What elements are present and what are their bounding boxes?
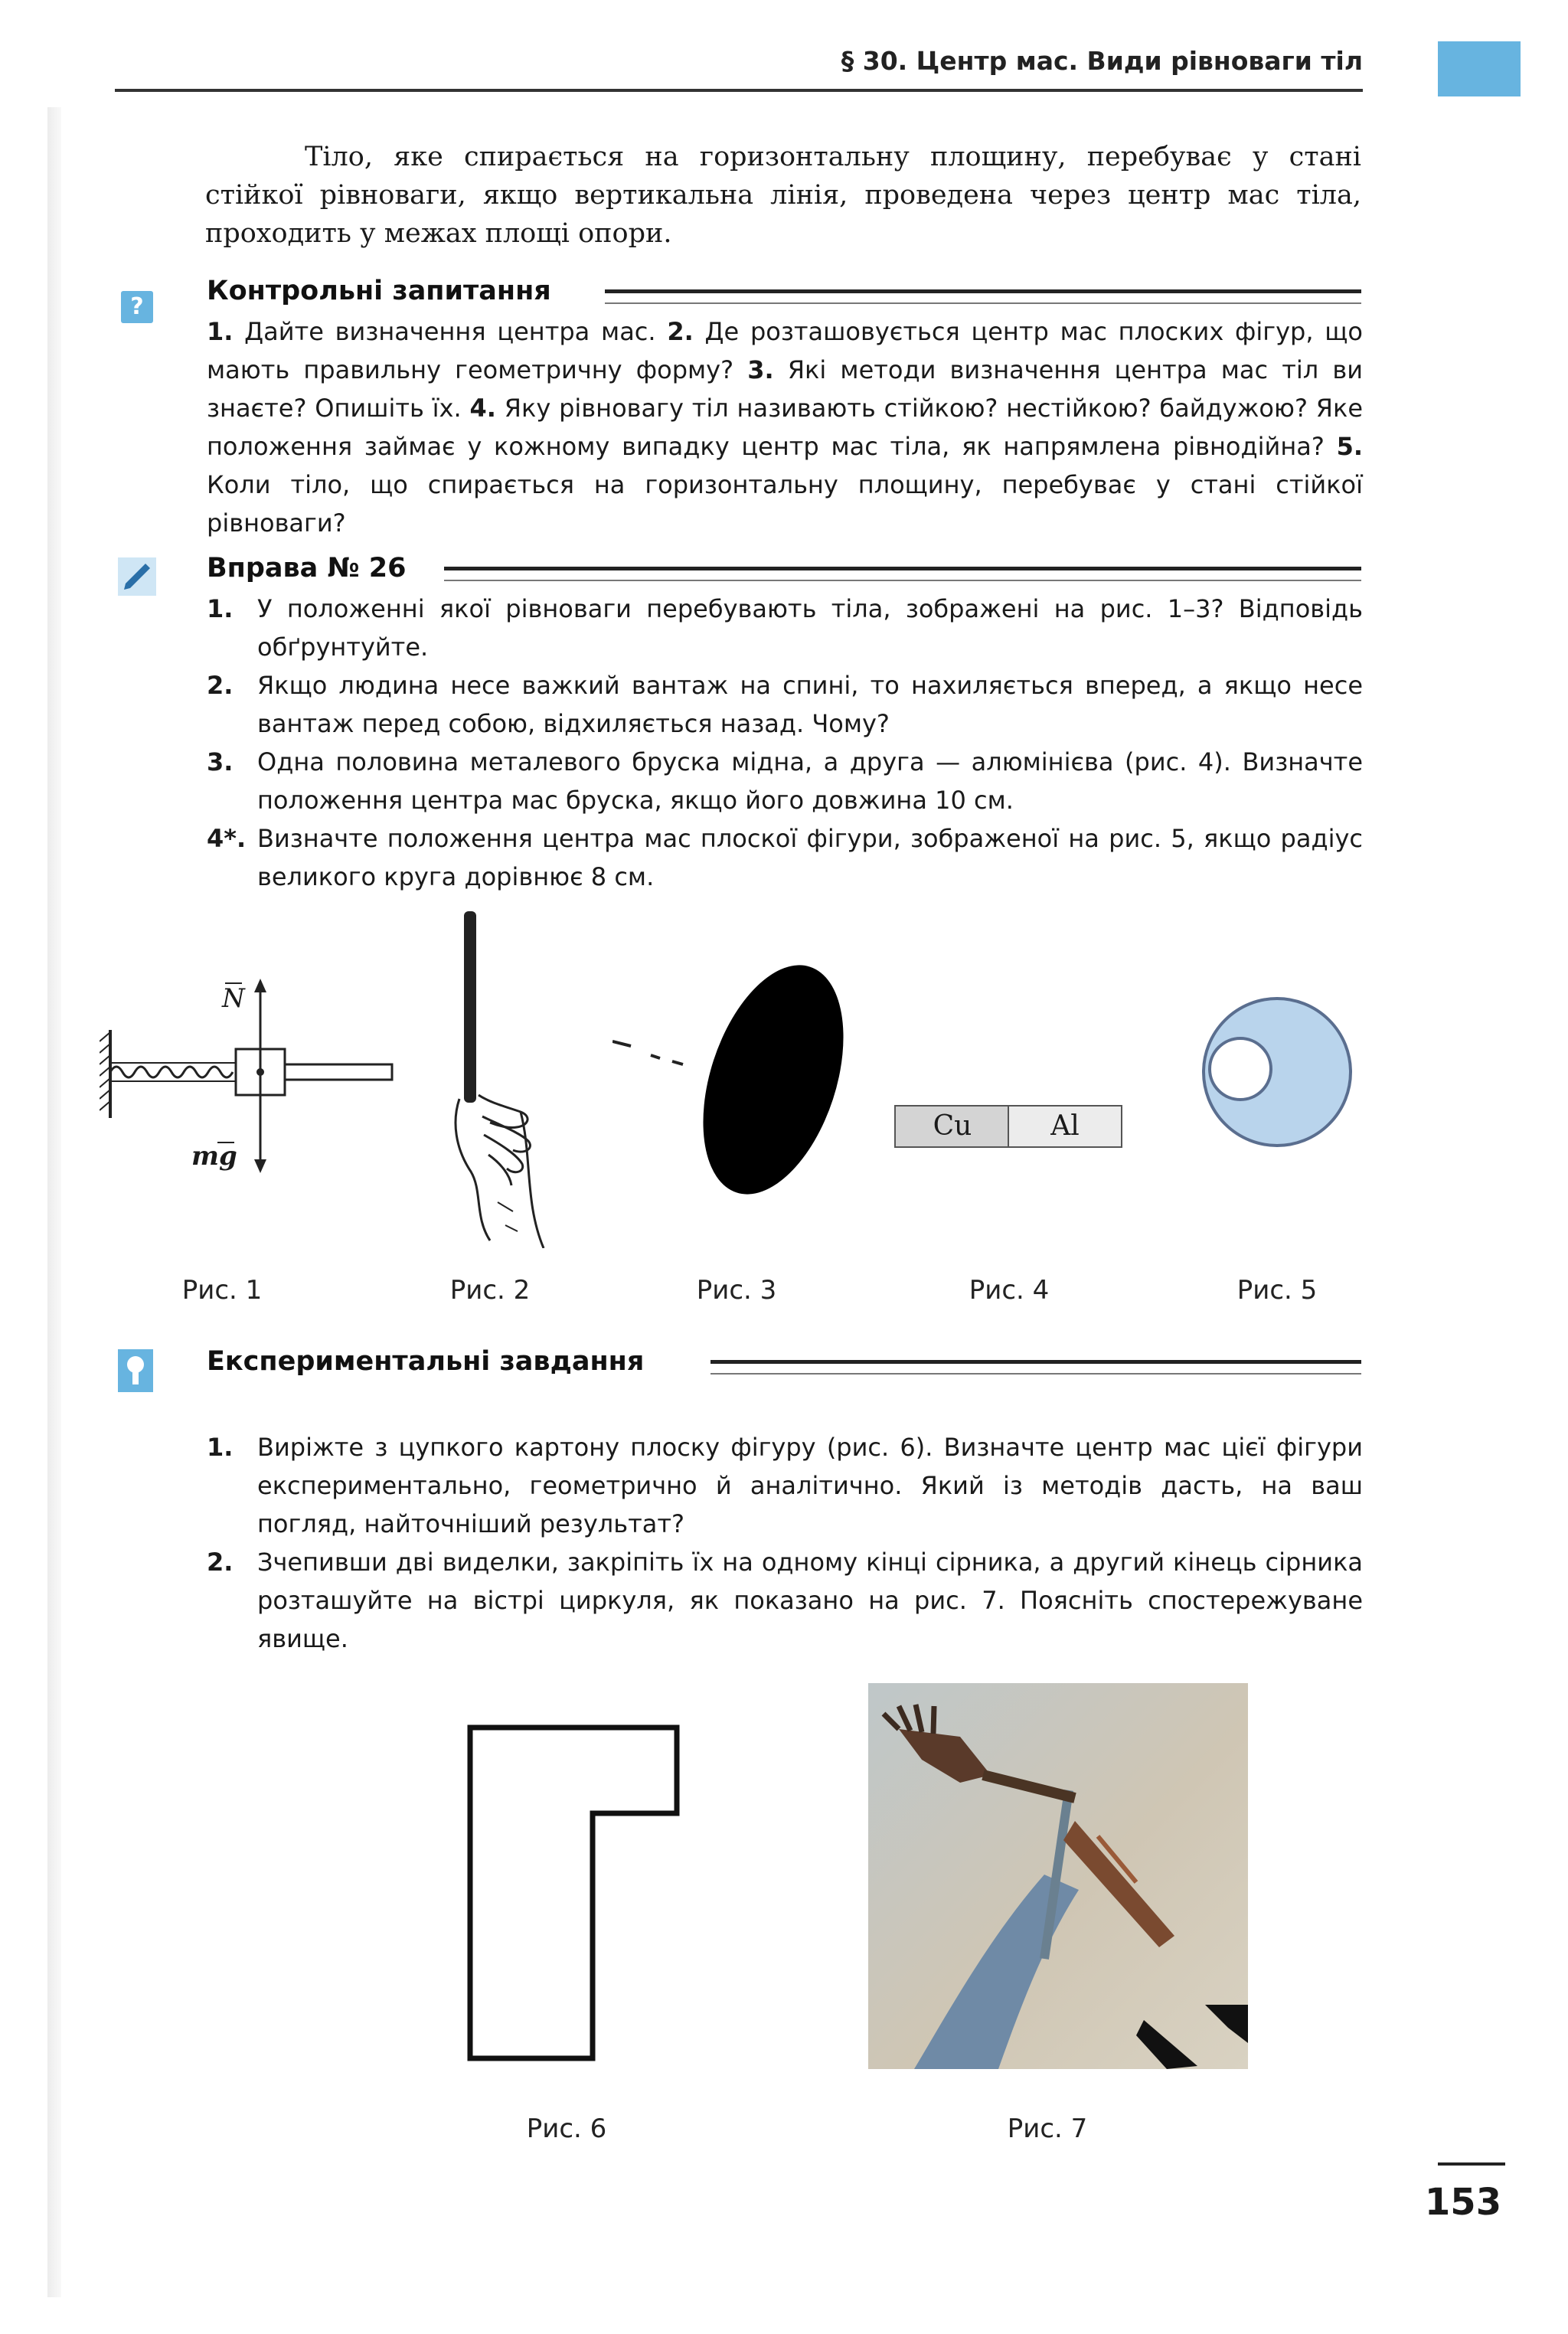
item-text: Зчепивши дві виделки, закріпіть їх на одному кінці сірника, а другий кінець сірника розташуйте на вістрі циркуля, як показано на рис. 7. Поясніть спостережуване явище. [257, 1548, 1363, 1653]
figure-caption: Рис. 7 [1007, 2113, 1088, 2144]
question-number: 1. [207, 317, 234, 346]
question-number: 5. [1336, 432, 1363, 461]
force-label-mg: mg [191, 1141, 237, 1172]
item-number: 2. [207, 1548, 234, 1577]
bulb-icon [118, 1349, 153, 1392]
question-icon-glyph: ? [130, 293, 144, 320]
figure-caption: Рис. 5 [1236, 1275, 1318, 1306]
question-text: Коли тіло, що спирається на горизонтальну площину, перебуває у стані стійкої рівноваги? [207, 470, 1363, 538]
exercise-title: Вправа № 26 [207, 553, 407, 584]
exercise-item [207, 590, 1363, 666]
experimental-item [207, 1428, 1363, 1543]
item-number: 4*. [207, 824, 247, 853]
figure-caption: Рис. 4 [969, 1275, 1050, 1306]
item-number: 3. [207, 747, 234, 776]
question-text: Які методи визначення центра мас тіл ви знаєте? Опишіть їх. [207, 355, 1364, 423]
intro-paragraph [205, 138, 1361, 253]
figure-caption: Рис. 6 [526, 2113, 607, 2144]
question-text: Яку рівновагу тіл називають стійкою? нестійкою? байдужою? Яке положення займає у кожному випадку центр мас тіла, як напрямлена рівнодійна? [207, 394, 1364, 461]
running-header: § 30. Центр мас. Види рівноваги тіл [841, 46, 1363, 76]
page-binding-shadow [47, 107, 61, 2297]
figure-5-circle-with-hole [1200, 995, 1354, 1149]
item-text: Якщо людина несе важкий вантаж на спині, то нахиляється вперед, а якщо несе вантаж перед собою, відхиляється назад. Чому? [257, 671, 1363, 738]
item-text: Одна половина металевого бруска мідна, а друга — алюмінієва (рис. 4). Визначте положення центра мас бруска, якщо його довжина 10 см. [257, 747, 1363, 815]
figure-1-spring-block [100, 965, 406, 1195]
exercise-item [207, 743, 1363, 819]
question-number: 3. [747, 355, 774, 384]
copper-half: Cu [894, 1105, 1011, 1148]
header-color-tab [1438, 41, 1521, 96]
experimental-list [207, 1428, 1363, 1658]
item-number: 1. [207, 594, 234, 623]
figure-4-bar [894, 1105, 1122, 1148]
experimental-item [207, 1543, 1363, 1658]
pencil-icon [118, 557, 156, 596]
question-number: 2. [667, 317, 694, 346]
aluminium-half: Al [1008, 1105, 1122, 1148]
figure-caption: Рис. 2 [449, 1275, 531, 1306]
control-questions-title: Контрольні запитання [207, 276, 551, 306]
question-text: Де розташовується центр мас плоских фігур, що мають правильну геометричну форму? [207, 317, 1364, 384]
exercise-item [207, 819, 1363, 896]
exercise-list [207, 590, 1363, 896]
figure-caption: Рис. 1 [181, 1275, 263, 1306]
item-text: У положенні якої рівноваги перебувають тіла, зображені на рис. 1–3? Відповідь обґрунтуйте. [257, 594, 1363, 662]
figure-3-ellipse [612, 957, 858, 1202]
question-number: 4. [469, 394, 496, 423]
intro-text: Тіло, яке спирається на горизонтальну площину, перебуває у стані стійкої рівноваги, якщо вертикальна лінія, проведена через центр мас тіла, проходить у межах площі опори. [205, 142, 1361, 249]
force-label-N: N [222, 983, 245, 1014]
header-rule [115, 89, 1363, 92]
exercise-item [207, 666, 1363, 743]
question-text: Дайте визначення центра мас. [233, 317, 668, 346]
figure-2-hand-rod [436, 911, 605, 1248]
section-rule [444, 567, 1361, 581]
experimental-title: Експериментальні завдання [207, 1346, 645, 1377]
section-rule [710, 1360, 1361, 1375]
page-number-rule [1438, 2162, 1505, 2166]
item-number: 2. [207, 671, 234, 700]
page-number: 153 [1424, 2181, 1502, 2224]
section-rule [605, 289, 1361, 304]
question-icon [121, 291, 153, 323]
item-number: 1. [207, 1433, 234, 1462]
figure-caption: Рис. 3 [696, 1275, 777, 1306]
item-text: Визначте положення центра мас плоскої фігури, зображеної на рис. 5, якщо радіус великого круга дорівнює 8 см. [257, 824, 1363, 891]
item-text: Виріжте з цупкого картону плоску фігуру (рис. 6). Визначте центр мас цієї фігури експериментально, геометрично й аналітично. Який із методів дасть, на ваш погляд, найточніший результат? [257, 1433, 1363, 1538]
control-questions-text [207, 312, 1363, 542]
figure-6-l-shape [467, 1724, 681, 2061]
figure-7-photo [868, 1683, 1248, 2069]
